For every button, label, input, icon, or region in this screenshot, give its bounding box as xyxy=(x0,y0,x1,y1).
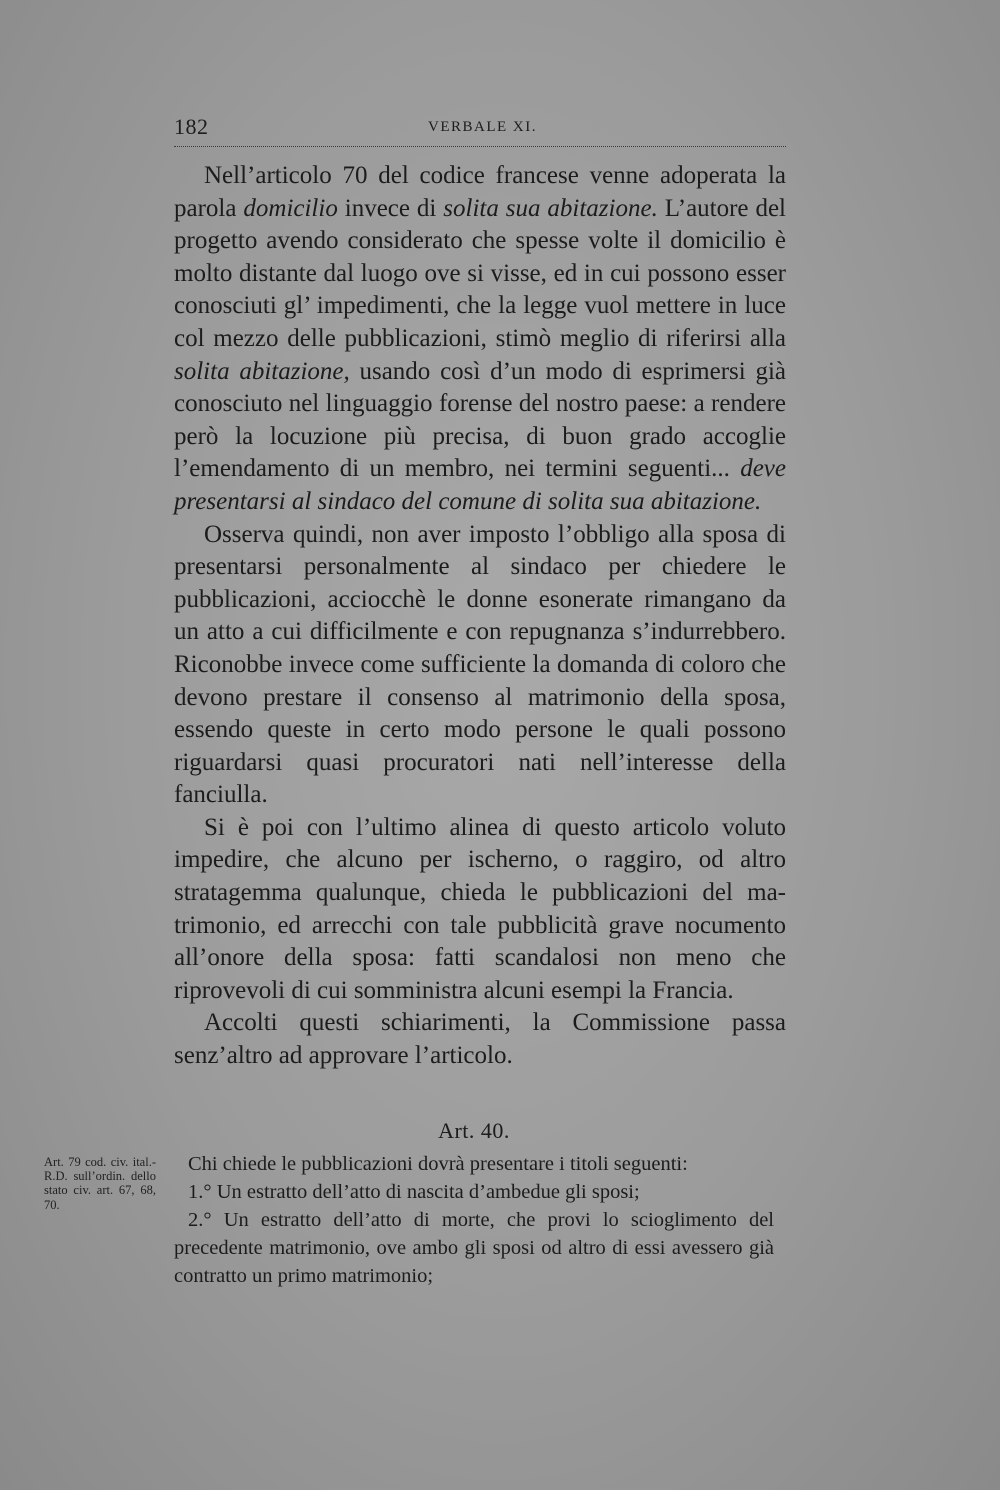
article-paragraph: 1.° Un estratto dell’atto di nascita d’ambedue gli sposi; xyxy=(188,1181,640,1203)
body-paragraph xyxy=(174,812,786,1008)
margin-note: Art. 79 cod. civ. ital.- R.D. sull’ordin. dello stato civ. art. 67, 68, 70. xyxy=(44,1155,156,1212)
italic-run: solita sua abitazione. xyxy=(443,194,658,222)
article-paragraph: Chi chiede le pubblicazioni dovrà presentare i titoli seguenti: xyxy=(188,1153,688,1175)
running-head: VERBALE XI. xyxy=(428,119,537,135)
text-run: Osserva quindi, non aver imposto l’obbligo alla sposa di presentarsi personalmente al sindaco per chiedere le pubblicazioni, acciocchè le donne esonerate rimangano da un atto a cui difficilmente e con repugnanza s’indurrebbero. Riconobbe invece come sufficiente la domanda di coloro che devono prestare il consenso al matrimonio della sposa, essendo queste in certo modo persone le quali possono riguardarsi quasi procuratori nati nell’interesse della fanciulla. xyxy=(174,520,786,809)
body-text xyxy=(174,160,786,1073)
article-text xyxy=(174,1150,774,1290)
body-paragraph xyxy=(174,519,786,812)
italic-run: solita abitazione, xyxy=(174,357,350,385)
text-run: Si è poi con l’ultimo alinea di questo articolo voluto impedire, che alcuno per ischerno, o raggiro, od altro stratagemma qualunque, chieda le pubblicazioni del matrimonio, ed arrecchi con tale pubblicità grave nocumento all’onore della sposa: fatti scandalosi non meno che riprovevoli di cui somministra alcuni esempi la Francia. xyxy=(174,813,786,1004)
page-header xyxy=(174,112,786,147)
text-run: invece di xyxy=(337,194,444,222)
page-number: 182 xyxy=(174,114,209,139)
body-paragraph xyxy=(174,1007,786,1072)
text-run: L’autore del progetto avendo considerato che spesse volte il domicilio è molto distante dal luogo ove si visse, ed in cui possono esser conosciuti gl’ impedimenti, che la legge vuol mettere in luce col mezzo delle pubblicazioni, stimò meglio di riferirsi alla xyxy=(174,194,786,352)
text-run: usando così d’un modo di esprimersi già conosciuto nel linguaggio forense del nostro paese: a rendere però la locuzione più precisa, di buon grado accoglie l’emendamento di un membro, nei termini seguenti... xyxy=(174,357,786,483)
text-run: Accolti questi schiarimenti, la Commissione passa senz’altro ad approvare l’articolo. xyxy=(174,1009,786,1070)
article-heading: Art. 40. xyxy=(438,1118,510,1143)
text-run: Nell’articolo 70 del codice francese venne adoperata la parola xyxy=(174,162,786,222)
italic-run: deve presentarsi al sindaco del comune di solita sua abitazione. xyxy=(174,455,786,515)
article-paragraph: 2.° Un estratto dell’atto di morte, che provi lo scioglimento del precedente matrimonio, ove ambo gli sposi od altro di essi avessero già contratto un primo matrimonio; xyxy=(174,1209,774,1287)
body-paragraph xyxy=(174,160,786,519)
italic-run: domicilio xyxy=(243,194,338,222)
